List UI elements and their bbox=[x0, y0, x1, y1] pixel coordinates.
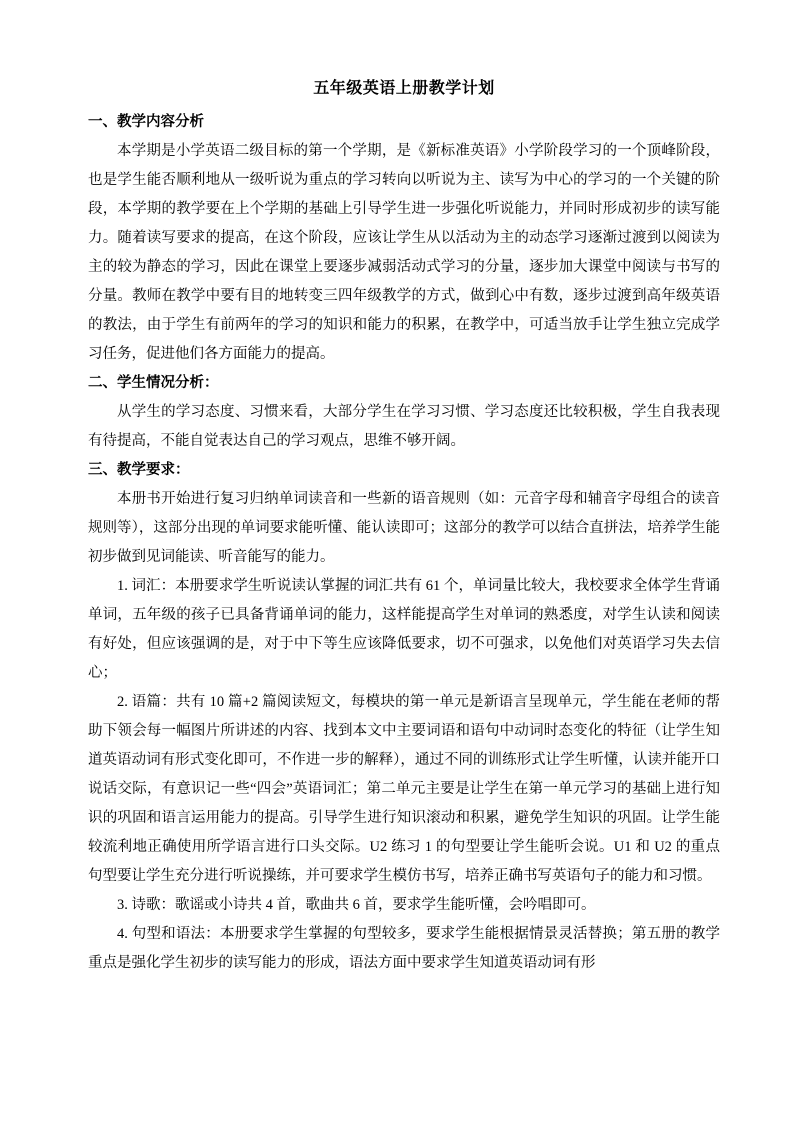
section-heading: 一、教学内容分析 bbox=[88, 114, 204, 130]
paragraph-poems: 3. 诗歌：歌谣或小诗共 4 首，歌曲共 6 首，要求学生能听懂，会吟唱即可。 bbox=[117, 897, 596, 913]
section-student-analysis bbox=[88, 369, 720, 456]
section-content-analysis bbox=[88, 108, 720, 369]
paragraph-grammar: 4. 句型和语法：本册要求学生掌握的句型较多，要求学生能根据情景灵活替换；第五册的教学重点是强化学生初步的读写能力的形成，语法方面中要求学生知道英语动词有形 bbox=[88, 926, 720, 971]
paragraph-vocabulary: 1. 词汇：本册要求学生听说读认掌握的词汇共有 61 个，单词量比较大，我校要求全体学生背诵单词，五年级的孩子已具备背诵单词的能力，这样能提高学生对单词的熟悉度，对学生认读和阅读有好处，但应该强调的是，对于中下等生应该降低要求，切不可强求，以免他们对英语学习失去信心； bbox=[88, 578, 720, 681]
document-page bbox=[88, 72, 720, 978]
section-heading: 三、教学要求： bbox=[88, 462, 190, 478]
paragraph: 本册书开始进行复习归纳单词读音和一些新的语音规则（如：元音字母和辅音字母组合的读音规则等），这部分出现的单词要求能听懂、能认读即可；这部分的教学可以结合直拼法，培养学生能初步做到见词能读、听音能写的能力。 bbox=[88, 491, 720, 565]
section-teaching-requirements bbox=[88, 456, 720, 978]
section-heading: 二、学生情况分析： bbox=[88, 375, 219, 391]
paragraph: 本学期是小学英语二级目标的第一个学期，是《新标准英语》小学阶段学习的一个顶峰阶段，也是学生能否顺利地从一级听说为重点的学习转向以听说为主、读写为中心的学习的一个关键的阶段，本学期的教学要在上个学期的基础上引导学生进一步强化听说能力，并同时形成初步的读写能力。随着读写要求的提高，在这个阶段，应该让学生从以活动为主的动态学习逐渐过渡到以阅读为主的较为静态的学习，因此在课堂上要逐步减弱活动式学习的分量，逐步加大课堂中阅读与书写的分量。教师在教学中要有目的地转变三四年级教学的方式，做到心中有数，逐步过渡到高年级英语的教法，由于学生有前两年的学习的知识和能力的积累，在教学中，可适当放手让学生独立完成学习任务，促进他们各方面能力的提高。 bbox=[88, 143, 720, 362]
document-title: 五年级英语上册教学计划 bbox=[313, 78, 495, 97]
paragraph: 从学生的学习态度、习惯来看，大部分学生在学习习惯、学习态度还比较积极，学生自我表现有待提高，不能自觉表达自己的学习观点，思维不够开阔。 bbox=[88, 404, 720, 449]
paragraph-texts: 2. 语篇：共有 10 篇+2 篇阅读短文，每模块的第一单元是新语言呈现单元，学生能在老师的帮助下领会每一幅图片所讲述的内容、找到本文中主要词语和语句中动词时态变化的特征（让学生知道英语动词有形式变化即可，不作进一步的解释），通过不同的训练形式让学生听懂，认读并能开口说话交际，有意识记一些“四会”英语词汇；第二单元主要是让学生在第一单元学习的基础上进行知识的巩固和语言运用能力的提高。引导学生进行知识滚动和积累，避免学生知识的巩固。让学生能较流利地正确使用所学语言进行口头交际。U2 练习 1 的句型要让学生能听会说。U1 和 U2 的重点句型要让学生充分进行听说操练，并可要求学生模仿书写，培养正确书写英语句子的能力和习惯。 bbox=[88, 694, 720, 884]
